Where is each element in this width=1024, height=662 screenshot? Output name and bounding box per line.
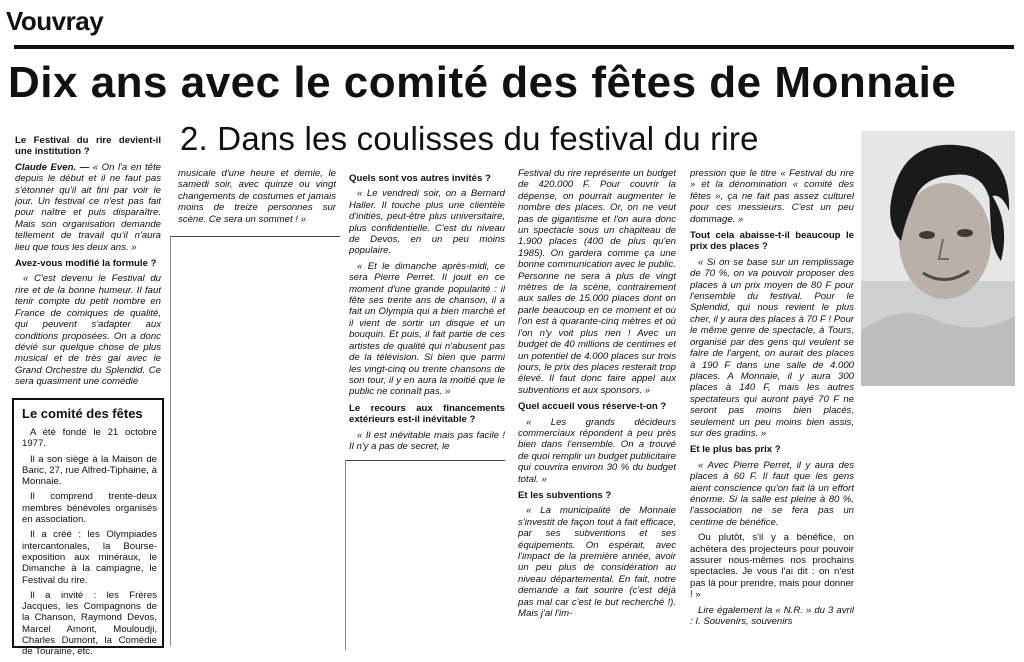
answer-accueil: « Les grands décideurs commerciaux répondent à peu près bien dans l'ensemble. On a trouvé de quoi remplir un budget publicitaire qui couvrira environ 30 % du budget total. » [518,416,676,485]
column-5 [690,168,854,650]
column-3-left-border [345,460,346,650]
see-also-note: Lire également la « N.R. » du 3 avril : I. Souvenirs, souvenirs [690,604,854,628]
box-title: Le comité des fêtes [22,406,143,421]
question-financements: Le recours aux financements extérieurs est-il inévitable ? [349,402,505,426]
answer-formule-cont: musicale d'une heure et demie, le samedi soir, avec quinze ou vingt changements de costumes et jamais moins de treize personnes sur scène. Ce sera un sommet ! » [178,168,336,225]
question-institution: Le Festival du rire devient-il une institution ? [15,135,161,158]
portrait-photo [861,131,1015,386]
section-rubric: Vouvray [6,6,104,36]
portrait-image [861,131,1015,386]
answer-financements-cont: Festival du rire représente un budget de 420.000 F. Pour couvrir la dépense, on pourrait augmenter le nombre des places. Or, on ne veut pas de gigantisme et l'on aura donc un spectacle sous un chapiteau de 1.900 places (400 de plus qu'en 1985). On gardera comme ça une bonne communication avec le public. Personne ne sera à plus de vingt mètres de la scène, contrairement aux salles de 15.000 places dont on parle beaucoup en ce moment et où l'on est à quarante-cinq mètres et où l'on n'y voit plus rien ! Avec un budget de 40 millions de centimes et un potentiel de 4.000 places sur trois jours, le prix des places resterait trop élevé. Il faut donc faire appel aux subventions et aux sponsors. » [518,168,676,396]
question-subventions: Et les subventions ? [518,489,612,501]
question-formule: Avez-vous modifié la formule ? [15,258,157,270]
answer-financements: « Il est inévitable mais pas facile ! Il n'y a pas de secret, le [349,429,505,452]
box-paragraph: Il a son siège à la Maison de Baric, 27, rue Alfred-Tiphaine, à Monnaie. [22,453,157,488]
answer-institution [15,162,161,253]
box-body [22,427,157,662]
answer-prix-places: « Si on se base sur un remplissage de 70 %, on va pouvoir proposer des places à un prix moyen de 80 F pour l'ensemble du festival. Pour le Splendid, qui nous revient le plus cher, il y aura des places à 70 F ! Pour le même genre de spectacle, à Tours, organisé par des gens qui veulent se faire de l'argent, on aurait des places à 190 F dans une salle de 4.000 places. A Monnaie, il y aura 300 places à 140 F, mais les autres spectateurs qui auront payé 70 F ne seront pas moins bien placés, seulement un peu moins bien assis, sur des gradins. » [690,256,854,439]
header-rule [14,45,1014,49]
answer-formule: « C'est devenu le Festival du rire et de la bonne humeur. Il faut tenir compte du petit nombre en France de comiques de qualité, qui peuvent s'adapter aux conditions proposées. On a donc dévié sur quelque chose de plus musical et de très gai avec le Grand Orchestre du Splendid. Ce sera quasiment une comédie [15,273,161,388]
answer-invites-1: « Le vendredi soir, on a Bernard Haller. Il touche plus une clientèle d'initiés, peut-être plus universitaire, plus confidentielle. C'est du niveau de Devos, en un peu moins populaire. [349,188,505,257]
question-invites: Quels sont vos autres invités ? [349,173,491,184]
box-paragraph: Il a invité : les Frères Jacques, les Compagnons de la Chanson, Raymond Devos, Marcel Amont, Mouloudji, Charles Dumont, la Comédie de Touraine, etc. [22,589,157,658]
answer-subventions-cont: pression que le titre « Festival du rire » et la dénomination « comité des fêtes », ça ne fait pas assez culturel pour ces messieurs. C'est un peu dommage. » [690,168,854,225]
article-headline: Dix ans avec le comité des fêtes de Monnaie [8,58,957,107]
answer-bas-prix: « Avec Pierre Perret, il y aura des places à 60 F. Il faut que les gens aient conscience qu'on fait là un effort énorme. Si la salle est pleine à 80 %, l'association ne se fera pas un centime de bénéfice. [690,459,854,528]
question-accueil: Quel accueil vous réserve-t-on ? [518,401,667,413]
question-bas-prix: Et le plus bas prix ? [690,444,781,456]
box-paragraph: Il comprend trente-deux membres bénévoles organisés en association. [22,491,157,526]
answer-institution-text: « On l'a en tête depuis le début et il ne faut pas s'étonner qu'il ait fini par voir le jour. Un festival ce n'est pas fait pour naître et puis disparaître. Mais son organisation demande tellement de travail qu'il n'aura lieu que tous les deux ans. » [15,161,161,253]
answer-subventions: « La municipalité de Monnaie s'investit de façon tout à fait efficace, par ses subventions et ses équipements. On espérait, avec l'impact de la première année, avoir un peu plus de considération au niveau départemental. En fait, notre demande a fait sourire (c'est déjà pas mal car c'est le but recherché !). Mais j'ai l'im- [518,505,676,620]
speaker-name: Claude Even. — [15,161,90,173]
article-subhead: 2. Dans les coulisses du festival du rire [180,120,759,157]
column-3 [349,168,505,456]
column-3-rule [345,460,505,461]
column-2-rule [170,236,340,237]
column-2-left-border [170,236,171,646]
column-1 [15,130,161,392]
box-paragraph: Il a créé : les Olympiades intercantonales, la Bourse-exposition aux minéraux, le Dimanche à la campagne, le Festival du rire. [22,529,157,586]
column-4 [518,168,676,650]
answer-benefice: Ou plutôt, s'il y a bénéfice, on achètera des projecteurs pour pouvoir assurer nous-mêmes nos prochains spectacles. Je vous l'ai dit : on n'est pas là pour prendre, mais pour donner ! » [690,532,854,601]
column-2 [178,168,336,228]
question-prix-places: Tout cela abaisse-t-il beaucoup le prix des places ? [690,230,854,253]
answer-invites-2: « Et le dimanche après-midi, ce sera Pierre Perret. Il jouit en ce moment d'une grande popularité : il fête ses trente ans de chanson, il a fait un Olympia qui a bien marché et il vient de sortir un disque et un bouquin. Et puis, il fait partie de ces artistes de qualité qui n'abusent pas de la télévision. Si bien que parmi les vingt-cinq ou trente chansons de son tour, il y en aura la moitié que le public ne connaît pas. » [349,260,505,398]
box-paragraph: A été fondé le 21 octobre 1977. [22,427,157,450]
sidebar-box-comite [12,398,164,658]
